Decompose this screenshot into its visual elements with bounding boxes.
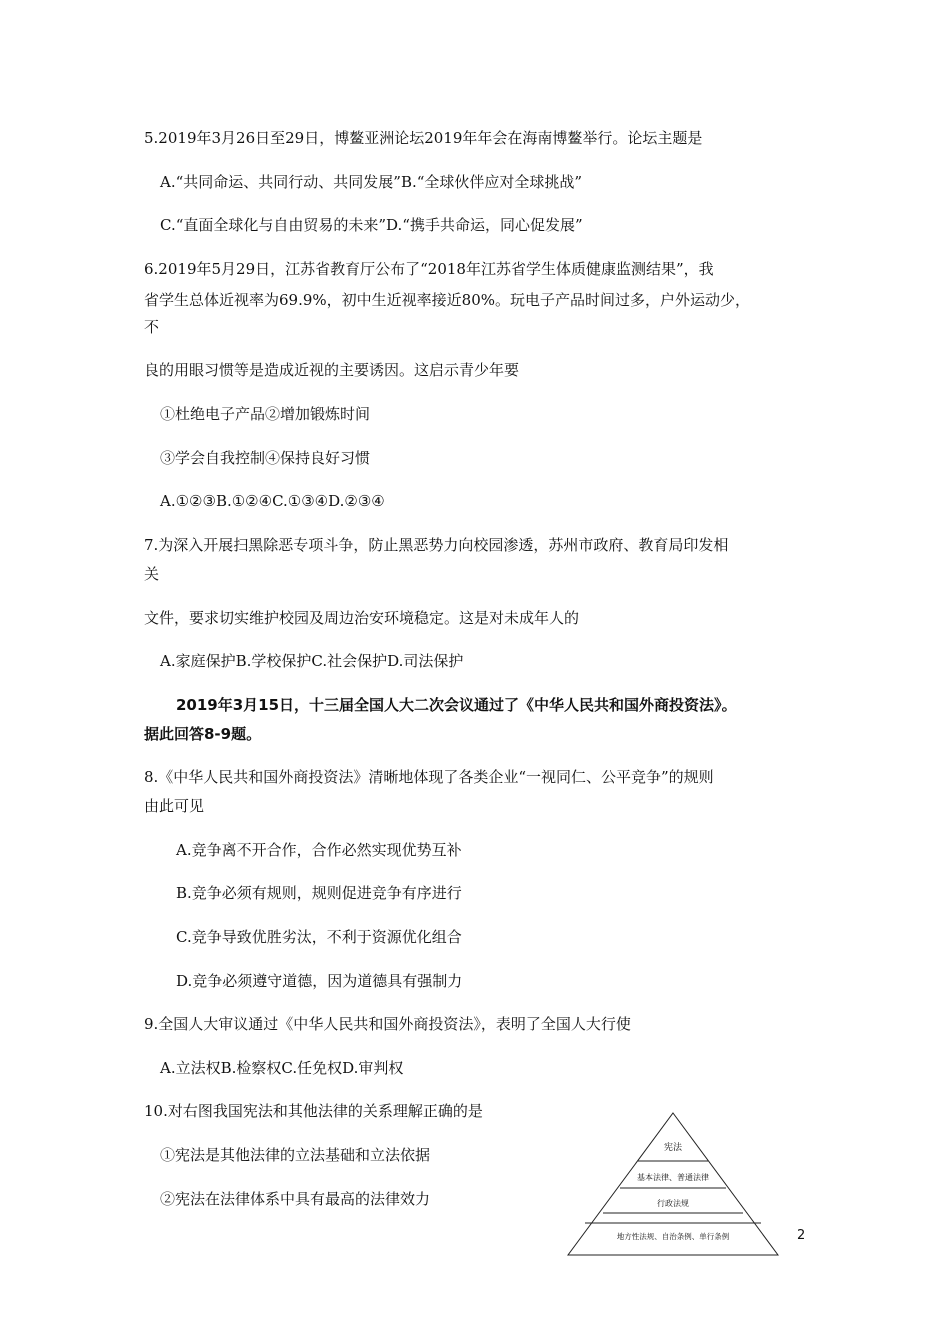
q8-option-c: C.竞争导致优胜劣汰，不利于资源优化组合	[176, 928, 462, 946]
q6-item-1-2: ①杜绝电子产品②增加锻炼时间	[160, 405, 371, 423]
q8-option-b: B.竞争必须有规则，规则促进竞争有序进行	[176, 884, 462, 902]
q8-option-d: D.竞争必须遵守道德，因为道德具有强制力	[176, 972, 463, 990]
q6-item-3-4: ③学会自我控制④保持良好习惯	[160, 449, 371, 467]
q7-stem-line1: 7.为深入开展扫黑除恶专项斗争，防止黑恶势力向校园渗透，苏州市政府、教育局印发相	[144, 536, 729, 554]
q5-options-cd: C.“直面全球化与自由贸易的未来”D.“携手共命运，同心促发展”	[160, 216, 583, 234]
q6-stem-line1: 6.2019年5月29日，江苏省教育厅公布了“2018年江苏省学生体质健康监测结果”，我	[144, 260, 714, 278]
q10-item-1: ①宪法是其他法律的立法基础和立法依据	[160, 1146, 431, 1164]
pyramid-level-4: 地方性法规、自治条例、单行条例	[616, 1232, 730, 1241]
pyramid-level-1: 宪法	[663, 1143, 683, 1153]
material-line1: 2019年3月15日，十三届全国人大二次会议通过了《中华人民共和国外商投资法》。	[176, 696, 737, 714]
q5-stem: 5.2019年3月26日至29日，博鳌亚洲论坛2019年年会在海南博鳌举行。论坛主题是	[144, 129, 703, 147]
q9-stem: 9.全国人大审议通过《中华人民共和国外商投资法》，表明了全国人大行使	[144, 1015, 631, 1033]
law-hierarchy-pyramid	[566, 1110, 780, 1258]
q5-options-ab: A.“共同命运、共同行动、共同发展”B.“全球伙伴应对全球挑战”	[160, 173, 583, 191]
q7-options: A.家庭保护B.学校保护C.社会保护D.司法保护	[160, 652, 464, 670]
page-number: 2	[797, 1228, 806, 1243]
q7-stem-line3: 文件，要求切实维护校园及周边治安环境稳定。这是对未成年人的	[144, 609, 580, 627]
q10-item-2: ②宪法在法律体系中具有最高的法律效力	[160, 1190, 431, 1208]
q10-stem: 10.对右图我国宪法和其他法律的关系理解正确的是	[144, 1102, 483, 1120]
q9-options: A.立法权B.检察权C.任免权D.审判权	[160, 1059, 404, 1077]
q7-stem-line2: 关	[144, 565, 160, 583]
q6-options: A.①②③B.①②④C.①③④D.②③④	[160, 492, 385, 510]
q6-stem-line2: 省学生总体近视率为69.9%，初中生近视率接近80%。玩电子产品时间过多，户外运动少，	[144, 291, 750, 309]
material-line2: 据此回答8-9题。	[144, 725, 262, 743]
q8-option-a: A.竞争离不开合作，合作必然实现优势互补	[176, 841, 462, 859]
pyramid-level-3: 行政法规	[657, 1199, 689, 1208]
q6-stem-line4: 良的用眼习惯等是造成近视的主要诱因。这启示青少年要	[144, 361, 520, 379]
q8-stem-line2: 由此可见	[144, 797, 205, 815]
q6-stem-line3: 不	[144, 318, 160, 336]
q8-stem-line1: 8.《中华人民共和国外商投资法》清晰地体现了各类企业“一视同仁、公平竞争”的规则	[144, 768, 714, 786]
pyramid-level-2: 基本法律、普通法律	[637, 1173, 709, 1182]
